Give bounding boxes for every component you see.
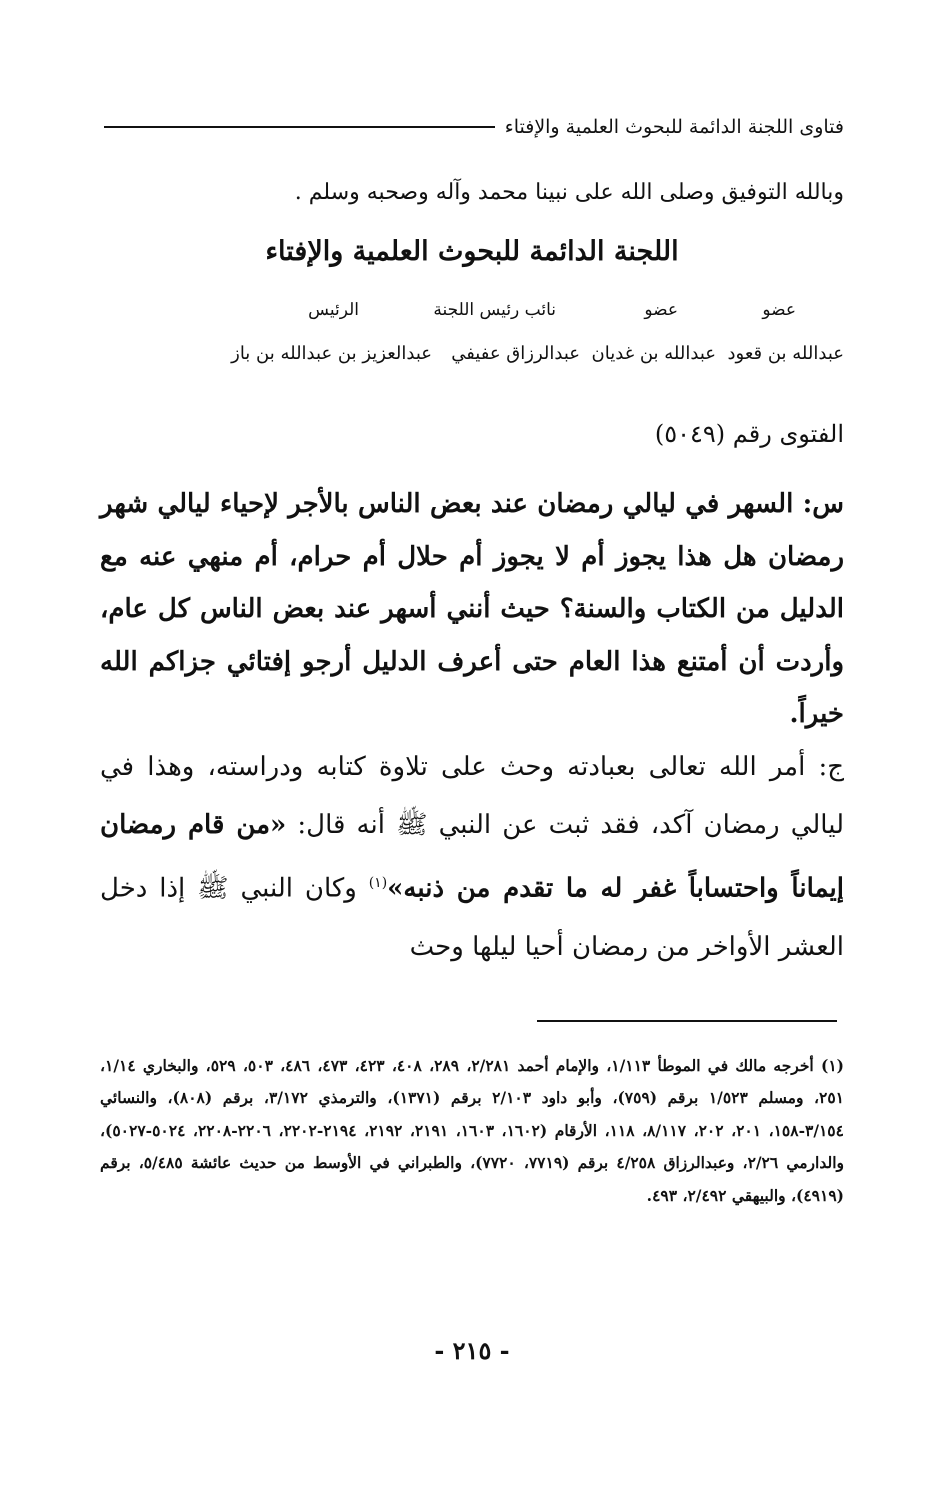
footnote-reference: (١)	[368, 875, 388, 891]
signatory-names	[100, 343, 844, 373]
answer-continuation: وكان النبي ﷺ إذا دخل العشر الأواخر من رمضان أحيا ليلها وحث	[100, 873, 844, 962]
signatory-role: عضو	[762, 300, 796, 320]
footnote: (١) أخرجه مالك في الموطأ ١/١١٣، والإمام أحمد ٢/٢٨١، ٢٨٩، ٤٠٨، ٤٢٣، ٤٧٣، ٤٨٦، ٥٠٣، ٥٢٩، والبخاري ١/١٤، ٢٥١، ومسلم ١/٥٢٣ برقم (٧٥٩)، وأبو داود ٢/١٠٣ برقم (١٣٧١)، والترمذي ٣/١٧٢، برقم (٨٠٨)، والنسائي ٣/١٥٤-١٥٨، ٢٠١، ٢٠٢، ٨/١١٧، ١١٨، الأرقام (١٦٠٢، ١٦٠٣، ٢١٩١، ٢١٩٢، ٢١٩٤-٢٢٠٢، ٢٢٠٦-٢٢٠٨، ٥٠٢٤-٥٠٢٧)، والدارمي ٢/٢٦، وعبدالرزاق ٤/٢٥٨ برقم (٧٧١٩، ٧٧٢٠)، والطبراني في الأوسط من حديث عائشة ٥/٤٨٥، برقم (٤٩١٩)، والبيهقي ٢/٤٩٢، ٤٩٣.	[100, 1056, 844, 1205]
answer-intro: ج: أمر الله تعالى بعبادته وحث على تلاوة كتابه ودراسته، وهذا في ليالي رمضان آكد، فقد ثبت عن النبي ﷺ أنه قال:	[100, 752, 844, 840]
question-paragraph: س: السهر في ليالي رمضان عند بعض الناس بالأجر لإحياء ليالي شهر رمضان هل هذا يجوز أم لا يجوز أم حلال أم حرام، أم منهي عنه مع الدليل من الكتاب والسنة؟ حيث أنني أسهر عند بعض الناس كل عام، وأردت أن أمتنع هذا العام حتى أعرف الدليل أرجو إفتائي جزاكم الله خيراً.	[100, 489, 844, 729]
answer-paragraph	[100, 738, 844, 976]
signatory-name: عبدالعزيز بن عبدالله بن باز	[231, 343, 432, 364]
signatory-name: عبدالله بن غديان	[591, 343, 716, 364]
running-header	[104, 110, 844, 144]
fatwa-number: الفتوى رقم (٥٠٤٩)	[654, 420, 844, 448]
closing-formula: وبالله التوفيق وصلى الله على نبينا محمد وآله وصحبه وسلم .	[294, 180, 844, 205]
signatory-role: الرئيس	[308, 300, 359, 320]
footnote-separator	[537, 1020, 837, 1022]
signatory-role: نائب رئيس اللجنة	[433, 300, 556, 320]
running-header-title: فتاوى اللجنة الدائمة للبحوث العلمية والإفتاء	[504, 116, 844, 138]
signatory-name: عبدالرزاق عفيفي	[451, 343, 580, 364]
hadith-quote: «من قام رمضان إيماناً واحتساباً غفر له ما تقدم من ذنبه»	[100, 810, 844, 904]
signatory-roles	[100, 300, 844, 330]
signatory-role: عضو	[644, 300, 678, 320]
page-number: - ٢١٥ -	[434, 1336, 510, 1365]
committee-title: اللجنة الدائمة للبحوث العلمية والإفتاء	[265, 236, 679, 267]
header-rule	[104, 126, 495, 128]
signatory-name: عبدالله بن قعود	[727, 343, 844, 364]
